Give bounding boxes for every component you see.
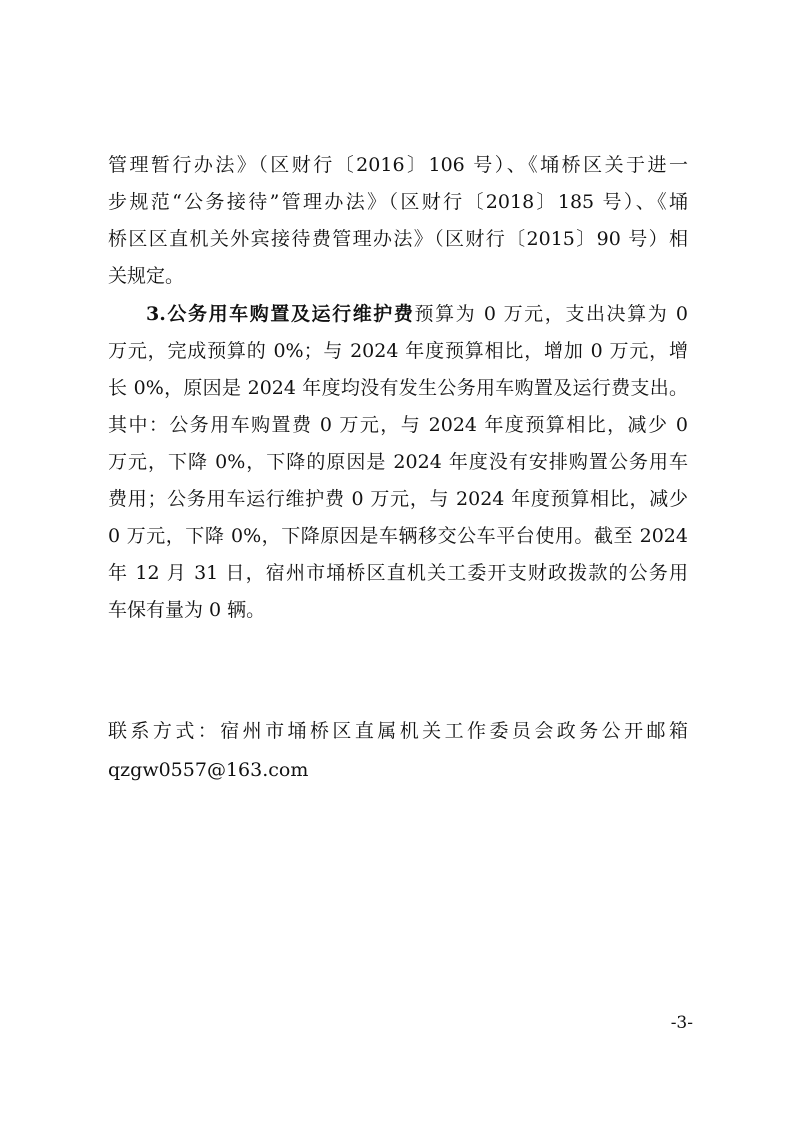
page-number: -3- [670,1013,693,1033]
paragraph-1-line-2: 步规范“公务接待”管理办法》（区财行〔2018〕185 号）、《埇 [108,191,688,213]
section-heading: 3.公务用车购置及运行维护费 [146,303,415,325]
paragraph-2-line-1 [146,302,688,326]
contact-email: qzgw0557@163.com [108,759,309,781]
paragraph-2-line-4: 其中：公务用车购置费 0 万元，与 2024 年度预算相比，减少 0 [108,414,688,436]
paragraph-2-line-2: 万元，完成预算的 0%；与 2024 年度预算相比，增加 0 万元，增 [108,340,688,362]
paragraph-2-line-8: 年 12 月 31 日，宿州市埇桥区直机关工委开支财政拨款的公务用 [108,562,688,584]
paragraph-2-line-3: 长 0%，原因是 2024 年度均没有发生公务用车购置及运行费支出。 [108,377,688,399]
paragraph-2-line-1-text: 预算为 0 万元，支出决算为 0 [414,303,689,325]
paragraph-2-line-6: 费用；公务用车运行维护费 0 万元，与 2024 年度预算相比，减少 [108,488,688,510]
paragraph-2-line-7: 0 万元，下降 0%，下降原因是车辆移交公车平台使用。截至 2024 [108,525,688,547]
contact-line-1: 联系方式：宿州市埇桥区直属机关工作委员会政务公开邮箱 [108,720,688,742]
paragraph-1-line-4: 关规定。 [108,265,185,287]
paragraph-1-line-3: 桥区区直机关外宾接待费管理办法》（区财行〔2015〕90 号）相 [108,228,688,250]
paragraph-2-line-5: 万元，下降 0%，下降的原因是 2024 年度没有安排购置公务用车 [108,451,688,473]
paragraph-2-line-9: 车保有量为 0 辆。 [108,599,266,621]
paragraph-1-line-1: 管理暂行办法》（区财行〔2016〕106 号）、《埇桥区关于进一 [108,154,688,176]
